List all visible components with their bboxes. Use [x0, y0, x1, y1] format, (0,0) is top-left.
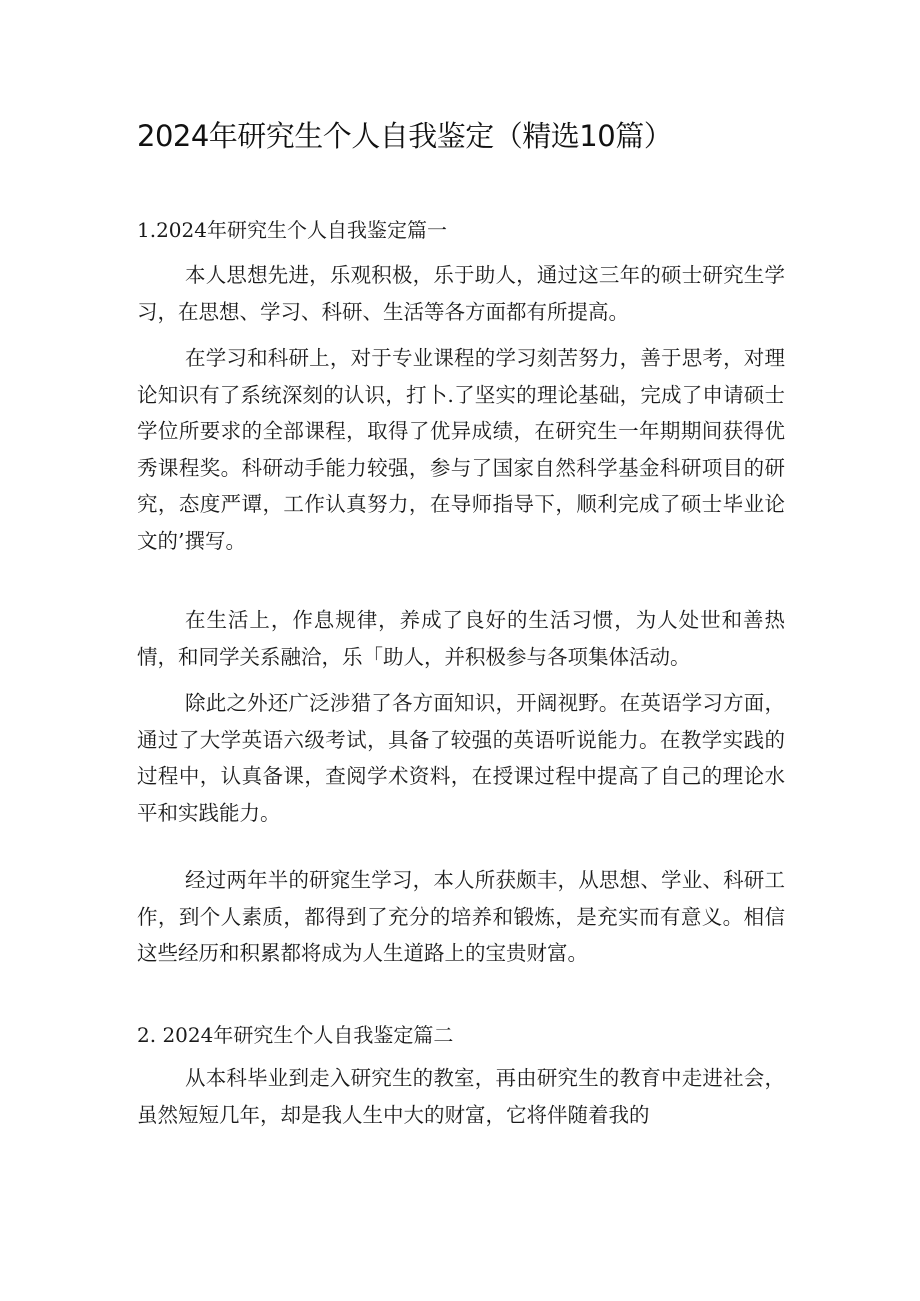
section-1-paragraph-5: 经过两年半的研窕生学习，本人所获颇丰，从思想、学业、科研工作，到个人素质，都得到了充分的培养和锻炼，是充实而有意义。相信这些经历和积累都将成为人生道路上的宝贵财富。 — [137, 868, 785, 966]
section-1-paragraph-4: 除此之外还广泛涉猎了各方面知识，开阔视野。在英语学习方面，通过了大学英语六级考试，具备了较强的英语听说能力。在教学实践的过程中，认真备课，查阅学术资料，在授课过程中提高了自己的理论水平和实践能力。 — [137, 691, 785, 825]
document-title: 2024年研究生个人自我鉴定（精选10篇） — [137, 119, 673, 153]
section-heading-2: 2. 2024年研究生个人自我鉴定篇二 — [137, 1023, 454, 1047]
section-1-paragraph-2: 在学习和科研上，对于专业课程的学习刻苦努力，善于思考，对理论知识有了系统深刻的认识，打卜.了坚实的理论基础，完成了申请硕士学位所要求的全部课程，取得了优异成绩，在研究生一年期期间获得优秀课程奖。科研动手能力较强，参与了国家自然科学基金科研项目的研究，态度严谭，工作认真努力，在导师指导下，顺利完成了硕士毕业论文的’撰写。 — [137, 346, 785, 553]
section-1-paragraph-1: 本人思想先进，乐观积极，乐于助人，通过这三年的硕士研究生学习，在思想、学习、科研、生活等各方面都有所提高。 — [137, 263, 785, 324]
section-1-paragraph-3: 在生活上，作息规律，养成了良好的生活习惯，为人处世和善热情，和同学关系融洽，乐「助人，并积极参与各项集体活动。 — [137, 608, 785, 669]
section-heading-1: 1.2024年研究生个人自我鉴定篇一 — [137, 218, 447, 242]
section-2-paragraph-1: 从本科毕业到走入研究生的教室，再由研究生的教育中走进社会，虽然短短几年，却是我人生中大的财富，它将伴随着我的 — [137, 1066, 785, 1127]
